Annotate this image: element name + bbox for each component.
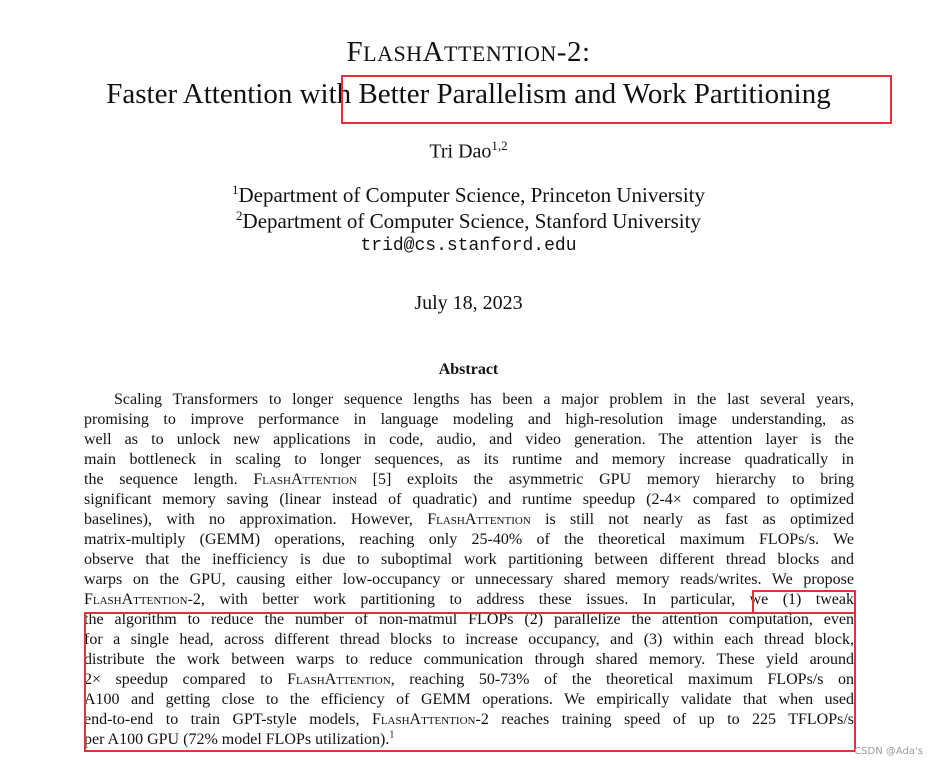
abstract-text: -2, with better work partitioning to address these issues. In particular, [187, 591, 750, 608]
abstract-line: A100 and getting close to the efficiency of GEMM operations. We empirically validate that when used [84, 691, 854, 708]
watermark: CSDN @Ada's [854, 746, 923, 757]
abstract-highlight-box-start [749, 590, 856, 614]
method-name: FlashAttention [84, 591, 188, 608]
subtitle-text: Faster Attention with [106, 78, 359, 110]
abstract-text: is still not nearly as fast as optimized [530, 511, 854, 528]
abstract-line: significant memory saving (linear instead of quadratic) and runtime speedup (2-4× compared to optimized [84, 491, 854, 508]
paper-date: July 18, 2023 [414, 292, 523, 314]
abstract-line: promising to improve performance in language modeling and high-resolution image understanding, as [84, 411, 854, 428]
abstract-text: -2 reaches training speed of up to 225 TFLOPs/s [475, 711, 855, 728]
abstract-line: well as to unlock new applications in code, audio, and video generation. The attention layer is the [84, 431, 854, 448]
abstract-line: main bottleneck in scaling to longer sequences, as its runtime and memory increase quadratically in [84, 451, 854, 468]
title-smallcaps: LASH [363, 41, 423, 66]
author-email[interactable]: trid@cs.stanford.edu [360, 236, 577, 256]
title-suffix: -2: [556, 36, 591, 68]
abstract-highlight-start: we (1) tweak [749, 591, 855, 608]
abstract-text: 2× speedup compared to [84, 671, 288, 688]
abstract-text: the sequence length. [84, 471, 254, 488]
abstract-heading: Abstract [438, 361, 499, 378]
author-affiliation-marks: 1,2 [491, 138, 508, 153]
affiliation-1 [0, 182, 937, 208]
abstract-line: the algorithm to reduce the number of non-matmul FLOPs (2) parallelize the attention computation, even [84, 611, 854, 628]
abstract-text: per A100 GPU (72% model FLOPs utilization). [84, 731, 390, 748]
subtitle-highlight-text: Better Parallelism and Work Partitioning [358, 78, 831, 110]
abstract-line [84, 510, 854, 530]
abstract-line: Scaling Transformers to longer sequence lengths has been a major problem in the last several years, [114, 391, 854, 408]
title-letter: F [346, 36, 364, 68]
paper-title [0, 36, 937, 69]
method-name: FlashAttention [371, 711, 476, 728]
abstract-line [84, 470, 854, 490]
affiliation-text: Department of Computer Science, Princeton University [238, 183, 706, 207]
abstract-text: end-to-end to train GPT-style models, [84, 711, 372, 728]
method-name: FlashAttention [427, 511, 531, 528]
abstract-text: [5] exploits the asymmetric GPU memory hierarchy to bring [356, 471, 854, 488]
abstract-line: distribute the work between warps to reduce communication through shared memory. These yield around [84, 651, 854, 668]
title-smallcaps: TTENTION [444, 41, 557, 66]
footnote-mark: 1 [389, 729, 395, 741]
affiliation-mark: 2 [236, 208, 243, 223]
abstract-line: observe that the inefficiency is due to suboptimal work partitioning between different thread blocks and [84, 551, 854, 568]
abstract-highlight-box [84, 612, 856, 752]
abstract-text: , reaching 50-73% of the theoretical maximum FLOPs/s on [390, 671, 854, 688]
author-name: Tri Dao [429, 140, 492, 163]
abstract-line: matrix-multiply (GEMM) operations, reaching only 25-40% of the theoretical maximum FLOPs/s. We [84, 531, 854, 548]
affiliation-mark: 1 [231, 182, 239, 197]
abstract-line: warps on the GPU, causing either low-occupancy or unnecessary shared memory reads/writes. We propose [84, 571, 854, 588]
abstract-line: for a single head, across different thread blocks to increase occupancy, and (3) within each thread block, [84, 631, 854, 648]
abstract-line [84, 590, 854, 610]
affiliation-2 [0, 208, 937, 234]
title-letter: A [422, 36, 445, 68]
abstract-text: baselines), with no approximation. However, [84, 511, 428, 528]
method-name: FlashAttention [287, 671, 391, 688]
method-name: FlashAttention [253, 471, 357, 488]
author-line [0, 138, 937, 164]
affiliation-text: Department of Computer Science, Stanford University [242, 209, 701, 233]
title-highlight-box [341, 75, 892, 124]
